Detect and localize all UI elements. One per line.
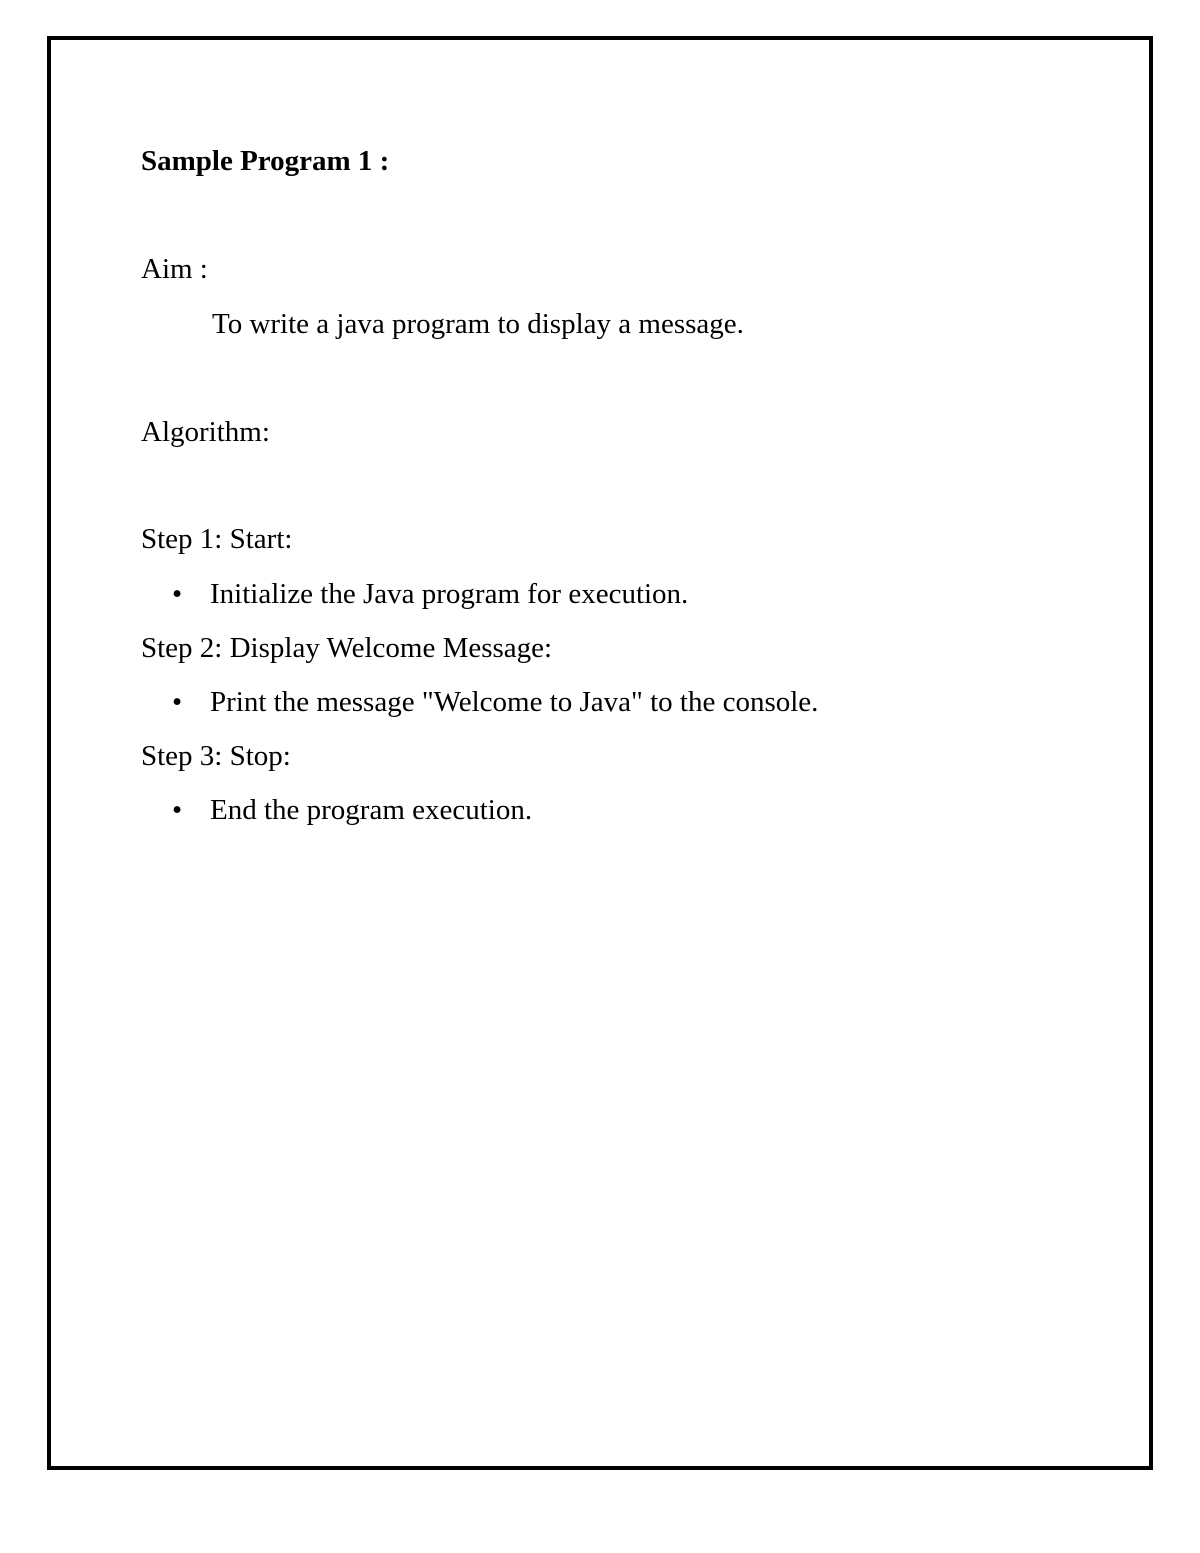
step-1-heading: Step 1: Start:	[141, 523, 293, 555]
step-3-bullet-text: End the program execution.	[210, 794, 533, 826]
page-title: Sample Program 1 :	[141, 145, 390, 177]
step-2-heading: Step 2: Display Welcome Message:	[141, 632, 553, 664]
bullet-icon: •	[172, 794, 183, 826]
aim-text: To write a java program to display a message.	[212, 308, 744, 340]
bullet-icon: •	[172, 578, 183, 610]
step-1-bullet-text: Initialize the Java program for execution.	[210, 578, 689, 610]
aim-label: Aim :	[141, 253, 208, 285]
step-2-bullet-text: Print the message "Welcome to Java" to the console.	[210, 686, 819, 718]
bullet-icon: •	[172, 686, 183, 718]
step-3-heading: Step 3: Stop:	[141, 740, 291, 772]
algorithm-label: Algorithm:	[141, 416, 270, 448]
